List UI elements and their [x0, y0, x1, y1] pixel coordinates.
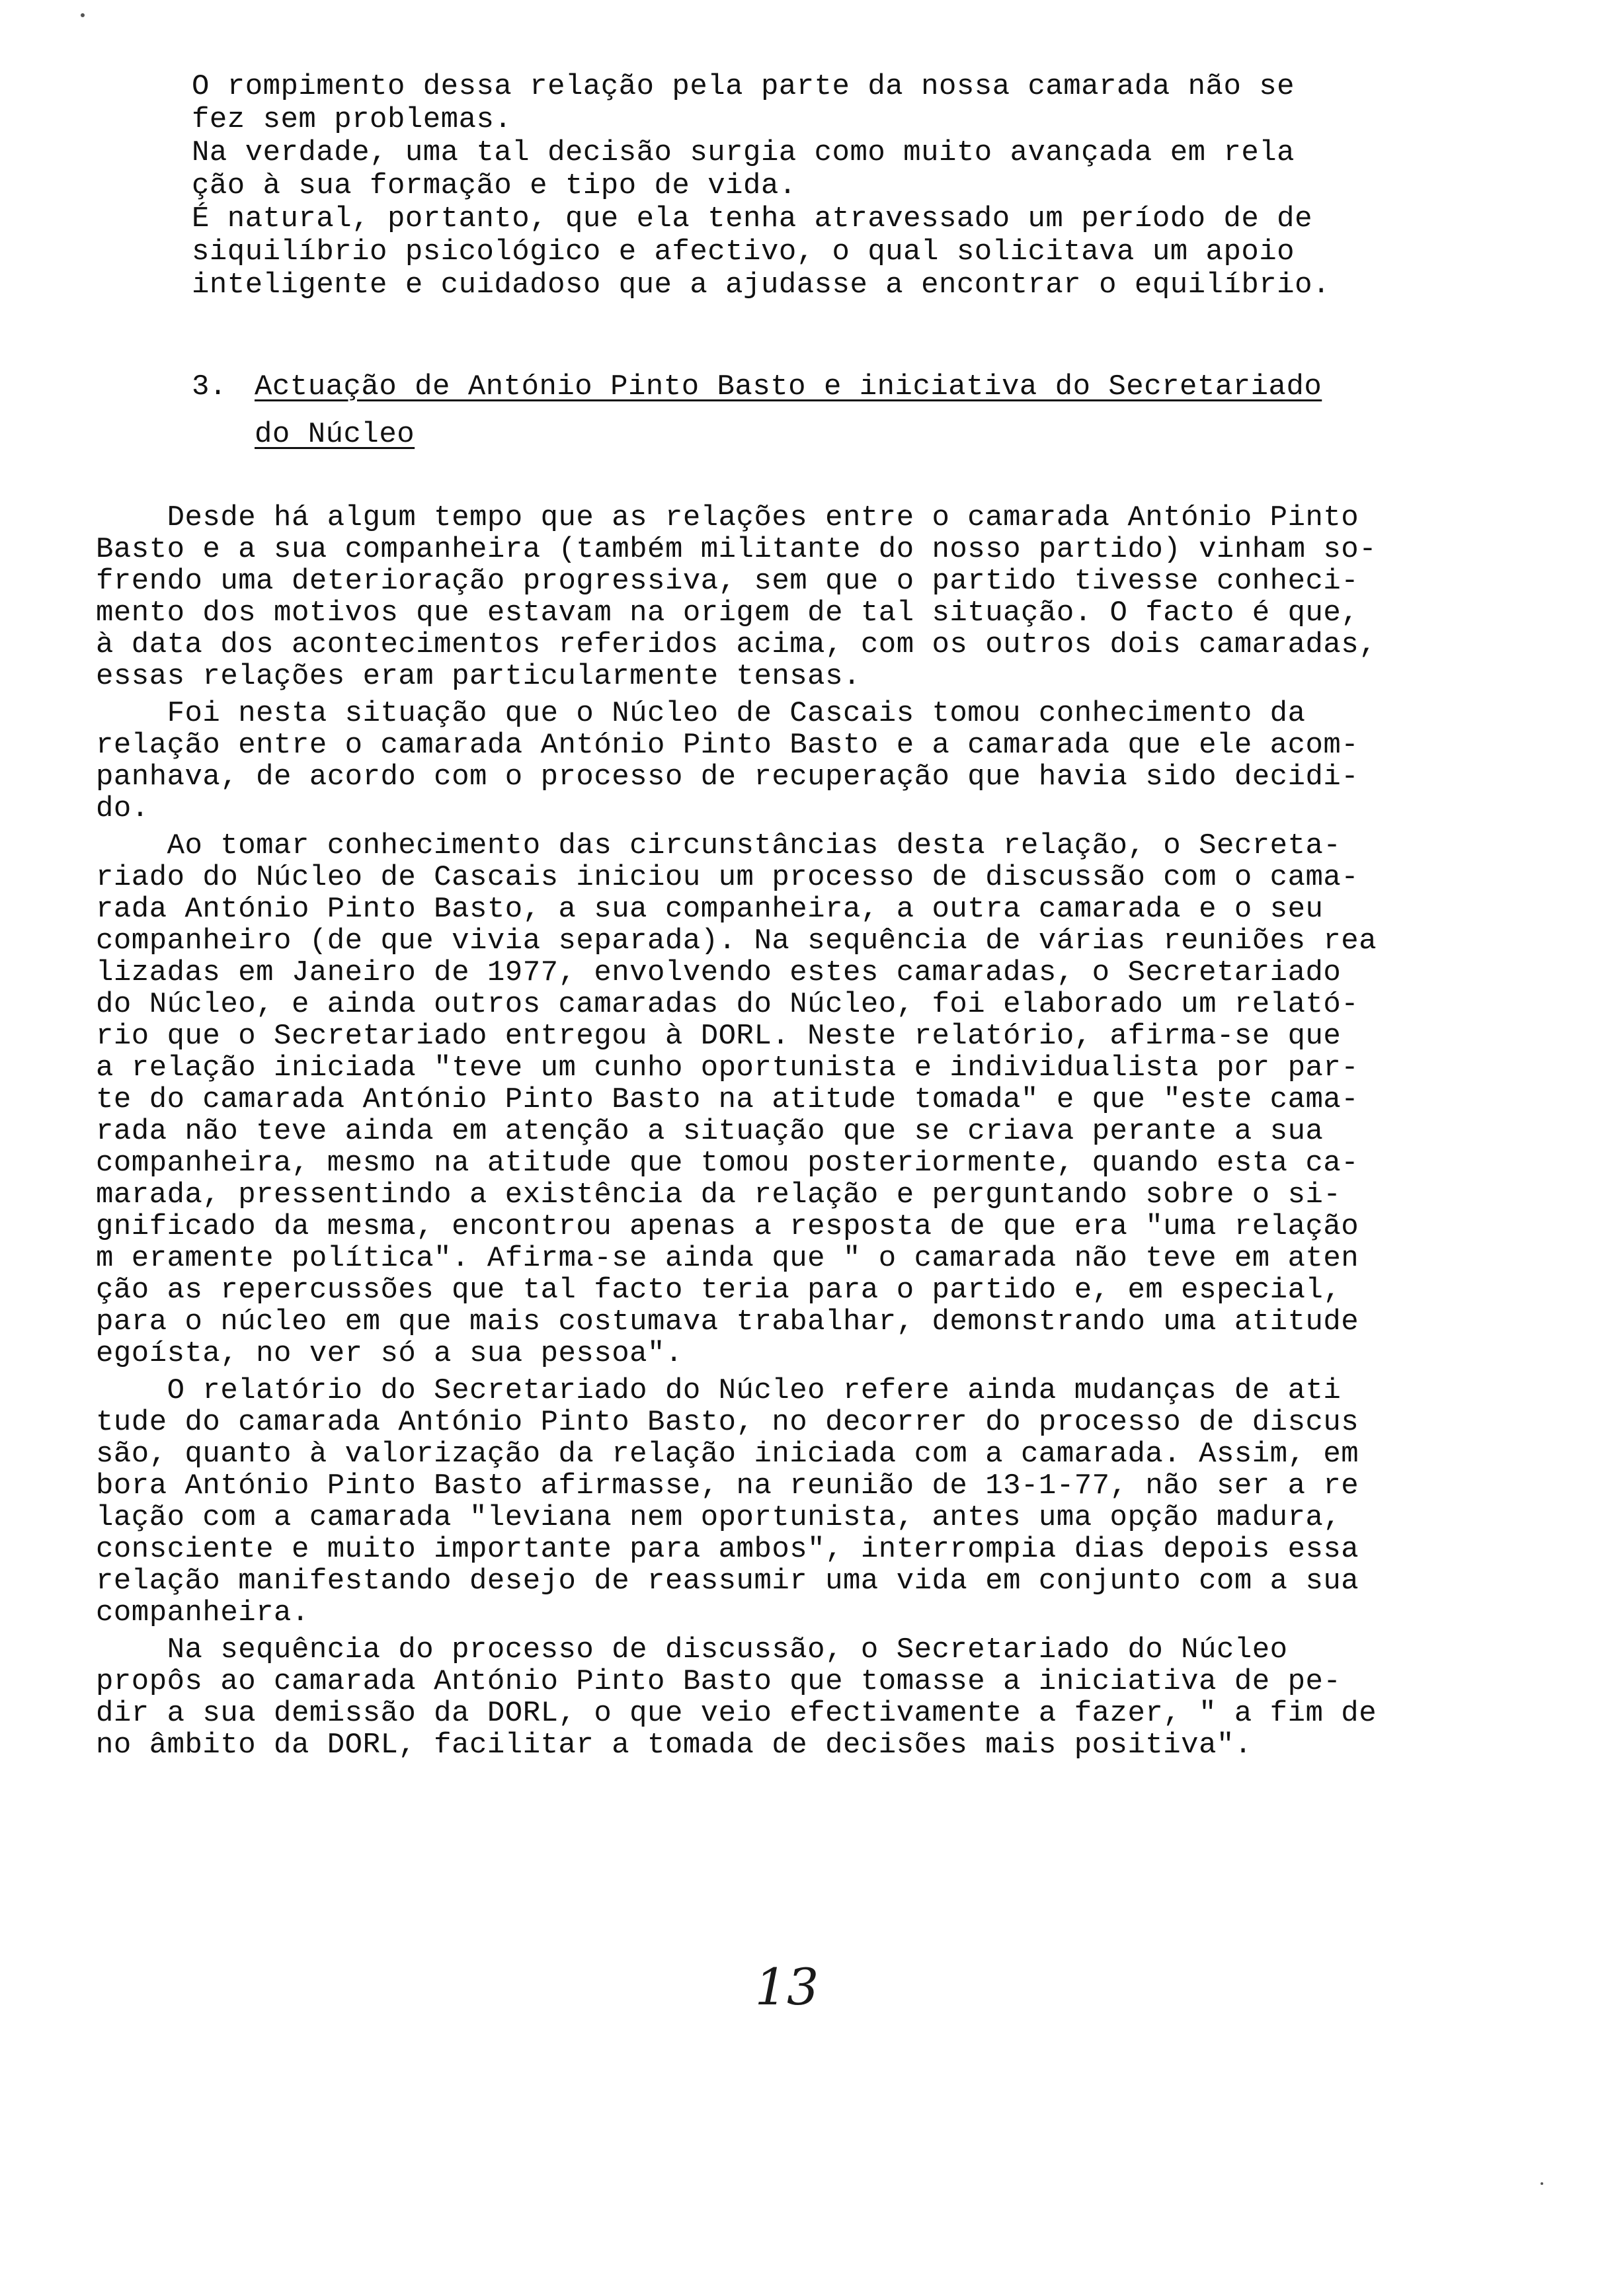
body-line: m eramente política". Afirma-se ainda que " o camarada não teve em aten — [96, 1242, 1359, 1275]
body-line: Ao tomar conhecimento das circunstâncias desta relação, o Secreta- — [96, 829, 1342, 862]
body-line: bora António Pinto Basto afirmasse, na reunião de 13-1-77, não ser a re — [96, 1469, 1359, 1502]
scan-speck — [81, 13, 85, 17]
body-line: no âmbito da DORL, facilitar a tomada de decisões mais positiva". — [96, 1729, 1252, 1762]
body-line: frendo uma deterioração progressiva, sem que o partido tivesse conheci- — [96, 565, 1359, 598]
body-line: Na sequência do processo de discussão, o Secretariado do Núcleo — [96, 1633, 1288, 1666]
body-line: essas relações eram particularmente tensas. — [96, 660, 861, 693]
body-line: rada António Pinto Basto, a sua companheira, a outra camarada e o seu — [96, 893, 1324, 926]
body-line: ção as repercussões que tal facto teria para o partido e, em especial, — [96, 1274, 1342, 1307]
body-line: Desde há algum tempo que as relações entre o camarada António Pinto — [96, 501, 1359, 534]
body-line: para o núcleo em que mais costumava trabalhar, demonstrando uma atitude — [96, 1305, 1359, 1338]
section-title-line1: Actuação de António Pinto Basto e iniciativa do Secretariado — [255, 370, 1322, 403]
body-line: dir a sua demissão da DORL, o que veio efectivamente a fazer, " a fim de — [96, 1697, 1377, 1730]
body-line: companheira, mesmo na atitude que tomou posteriormente, quando esta ca- — [96, 1147, 1359, 1180]
body-line: companheiro (de que vivia separada). Na sequência de várias reuniões rea — [96, 924, 1377, 958]
intro-line: fez sem problemas. — [192, 103, 512, 136]
body-line: O relatório do Secretariado do Núcleo refere ainda mudanças de ati — [96, 1374, 1342, 1407]
body-line: consciente e muito importante para ambos", interrompia dias depois essa — [96, 1533, 1359, 1566]
body-line: panhava, de acordo com o processo de recuperação que havia sido decidi- — [96, 760, 1359, 794]
body-line: gnificado da mesma, encontrou apenas a resposta de que era "uma relação — [96, 1210, 1359, 1243]
body-line: são, quanto à valorização da relação iniciada com a camarada. Assim, em — [96, 1438, 1359, 1471]
body-line: Foi nesta situação que o Núcleo de Cascais tomou conhecimento da — [96, 697, 1306, 730]
body-line: egoísta, no ver só a sua pessoa". — [96, 1337, 683, 1370]
body-line: a relação iniciada "teve um cunho oportunista e individualista por par- — [96, 1051, 1359, 1085]
body-line: Basto e a sua companheira (também militante do nosso partido) vinham so- — [96, 533, 1377, 566]
body-line: propôs ao camarada António Pinto Basto que tomasse a iniciativa de pe- — [96, 1665, 1342, 1698]
section-number: 3. — [192, 370, 227, 403]
body-line: mento dos motivos que estavam na origem de tal situação. O facto é que, — [96, 596, 1359, 630]
page-number: 13 — [754, 1957, 819, 2016]
body-line: companheira. — [96, 1596, 309, 1629]
body-line: tude do camarada António Pinto Basto, no decorrer do processo de discus — [96, 1406, 1359, 1439]
body-line: lação com a camarada "leviana nem oportunista, antes uma opção madura, — [96, 1501, 1342, 1534]
intro-line: siquilíbrio psicológico e afectivo, o qual solicitava um apoio — [192, 235, 1295, 268]
intro-line: É natural, portanto, que ela tenha atravessado um período de de — [192, 202, 1312, 235]
section-title-line2: do Núcleo — [255, 418, 415, 451]
body-line: relação manifestando desejo de reassumir uma vida em conjunto com a sua — [96, 1565, 1359, 1598]
body-line: te do camarada António Pinto Basto na atitude tomada" e que "este cama- — [96, 1083, 1359, 1116]
intro-line: Na verdade, uma tal decisão surgia como muito avançada em rela — [192, 136, 1295, 169]
intro-line: inteligente e cuidadoso que a ajudasse a encontrar o equilíbrio. — [192, 268, 1330, 302]
body-line: à data dos acontecimentos referidos acima, com os outros dois camaradas, — [96, 628, 1377, 661]
body-line: relação entre o camarada António Pinto Basto e a camarada que ele acom- — [96, 729, 1359, 762]
body-line: rio que o Secretariado entregou à DORL. Neste relatório, afirma-se que — [96, 1020, 1342, 1053]
scan-speck — [1541, 2182, 1543, 2185]
body-line: marada, pressentindo a existência da relação e perguntando sobre o si- — [96, 1178, 1342, 1211]
body-line: riado do Núcleo de Cascais iniciou um processo de discussão com o cama- — [96, 861, 1359, 894]
body-line: do. — [96, 792, 149, 825]
body-line: lizadas em Janeiro de 1977, envolvendo estes camaradas, o Secretariado — [96, 956, 1342, 989]
intro-line: O rompimento dessa relação pela parte da nossa camarada não se — [192, 70, 1295, 103]
body-line: rada não teve ainda em atenção a situação que se criava perante a sua — [96, 1115, 1324, 1148]
body-line: do Núcleo, e ainda outros camaradas do Núcleo, foi elaborado um relató- — [96, 988, 1359, 1021]
intro-line: ção à sua formação e tipo de vida. — [192, 169, 797, 202]
